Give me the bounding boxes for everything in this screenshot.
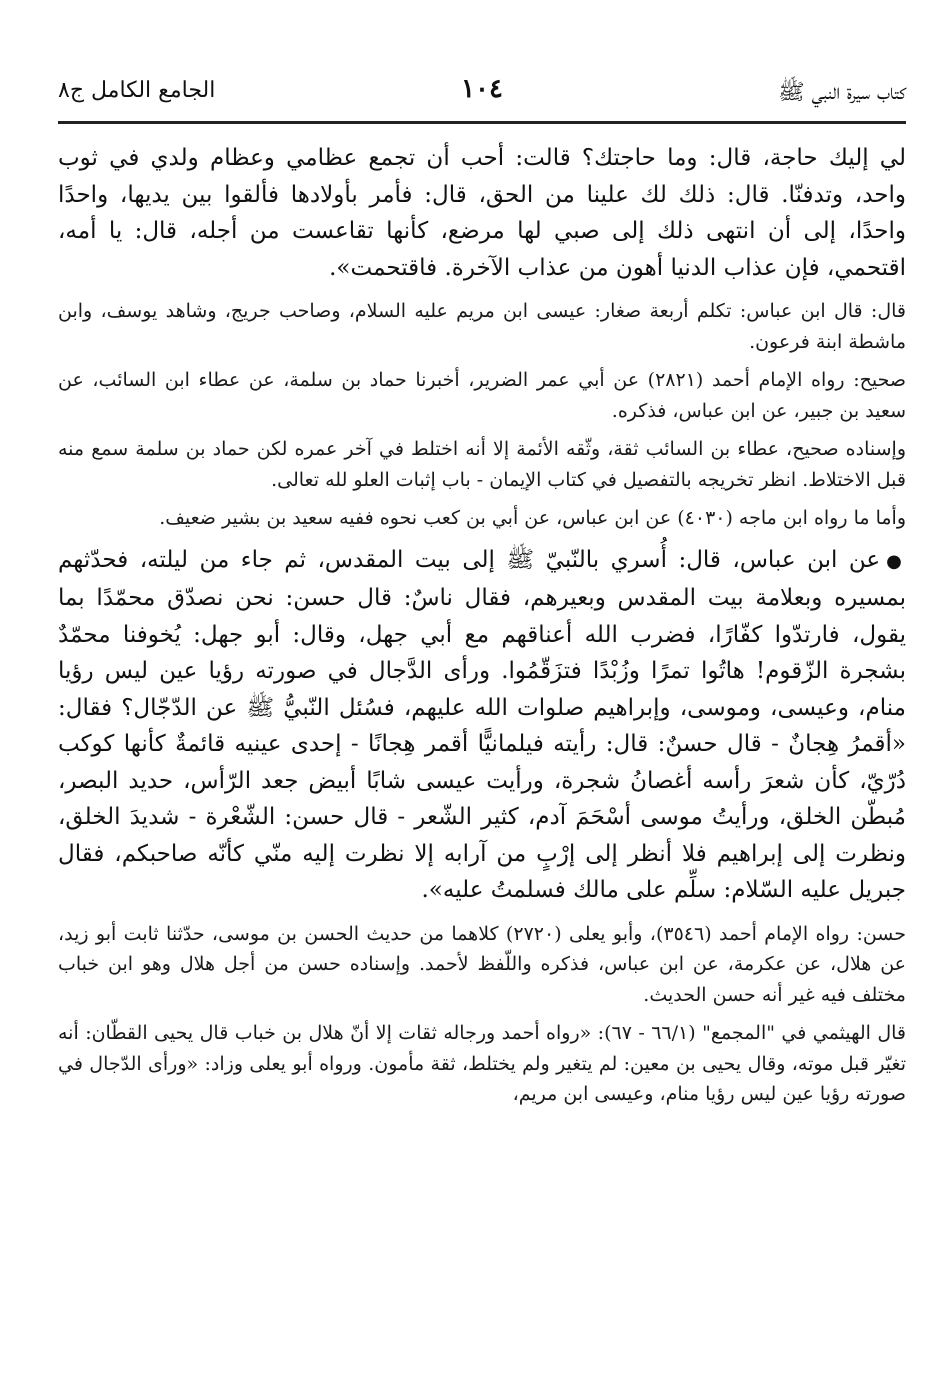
page-number: ١٠٤	[461, 74, 503, 104]
commentary-note-3: وإسناده صحيح، عطاء بن السائب ثقة، وثّقه الأئمة إلا أنه اختلط في آخر عمره لكن حماد بن سلمة سمع منه قبل الاختلاط. انظر تخريجه بالتفصيل في كتاب الإيمان - باب إثبات العلو لله تعالى.	[58, 438, 906, 491]
book-title: كتاب سيرة النبي ﷺ	[778, 80, 906, 105]
page-header	[58, 72, 906, 116]
commentary-note-5: حسن: رواه الإمام أحمد (٣٥٤٦)، وأبو يعلى (٢٧٢٠) كلاهما من حديث الحسن بن موسى، حدّثنا ثابت أبو زيد، عن هلال، عن عكرمة، عن ابن عباس، فذكره واللّفظ لأحمد. وإسناده حسن من أجل هلال وهو ابن خباب مختلف فيه غير أنه حسن الحديث.	[58, 922, 907, 1006]
commentary-note-2: صحيح: رواه الإمام أحمد (٢٨٢١) عن أبي عمر الضرير، أخبرنا حماد بن سلمة، عن عطاء ابن السائب، عن سعيد بن جبير، عن ابن عباس، فذكره.	[58, 369, 907, 422]
commentary-note-4: وأما ما رواه ابن ماجه (٤٠٣٠) عن ابن عباس، عن أبي بن كعب نحوه ففيه سعيد بن بشير ضعيف.	[159, 507, 906, 529]
commentary-note-6: قال الهيثمي في "المجمع" (٦٦/١ - ٦٧): «رواه أحمد ورجاله ثقات إلا أنّ هلال بن خباب قال يحيى القطّان: أنه تغيّر قبل موته، وقال يحيى بن معين: لم يتغير ولم يختلط، ثقة مأمون. ورواه أبو يعلى وزاد: «ورأى الدّجال في صورته رؤيا عين ليس رؤيا منام، وعيسى ابن مريم،	[58, 1022, 907, 1105]
header-rule	[58, 121, 906, 124]
volume-title: الجامع الكامل ج٨	[58, 78, 216, 103]
bullet-icon: ●	[886, 550, 906, 572]
hadith-text-2	[58, 542, 906, 909]
page-body	[58, 140, 906, 1118]
hadith-text-2-body: عن ابن عباس، قال: أُسري بالنّبيّ ﷺ إلى بيت المقدس، ثم جاء من ليلته، فحدّثهم بمسيره وبعلامة بيت المقدس وبعيرهم، فقال ناسٌ: قال حسن: نحن نصدّق محمّدًا بما يقول، فارتدّوا كفّارًا، فضرب الله أعناقهم مع أبي جهل، وقال: أبو جهل: يُخوفنا محمّدٌ بشجرة الزّقوم! هاتُوا تمرًا وزُبْدًا فتزَقّمُوا. ورأى الدَّجال في صورته رؤيا عين ليس رؤيا منام، وعيسى، وموسى، وإبراهيم صلوات الله عليهم، فسُئل النّبيُّ ﷺ عن الدّجّال؟ فقال: «أقمرُ هِجانٌ - قال حسنٌ: قال: رأيته فيلمانيًّا أقمر هِجانًا - إحدى عينيه قائمةٌ كأنها كوكب دُرّيّ، كأن شعرَ رأسه أغصانُ شجرة، ورأيت عيسى شابًا أبيض جعد الرّأس، حديد البصر، مُبطّن الخلق، ورأيتُ موسى أسْحَمَ آدم، كثير الشّعر - قال حسن: الشّعْرة - شديدَ الخلق، ونظرت إلى إبراهيم فلا أنظر إلى إرْبٍ من آرابه إلا نظرت إليه منّي كأنّه صاحبكم، فقال جبريل عليه السّلام: سلِّم على مالك فسلمتُ عليه».	[58, 546, 906, 903]
commentary-note-1: قال: قال ابن عباس: تكلم أربعة صغار: عيسى ابن مريم عليه السلام، وصاحب جريج، وشاهد يوسف، وابن ماشطة ابنة فرعون.	[58, 300, 906, 353]
hadith-text-1: لي إليك حاجة، قال: وما حاجتك؟ قالت: أحب أن تجمع عظامي وعظام ولدي في ثوب واحد، وتدفنّا. قال: ذلك لك علينا من الحق، قال: فأمر بأولادها فألقوا بين يديها، واحدًا واحدًا، إلى أن انتهى ذلك إلى صبي لها مرضع، كأنها تقاعست من أجله، قال: يا أمه، اقتحمي، فإن عذاب الدنيا أهون من عذاب الآخرة. فاقتحمت».	[58, 145, 906, 281]
